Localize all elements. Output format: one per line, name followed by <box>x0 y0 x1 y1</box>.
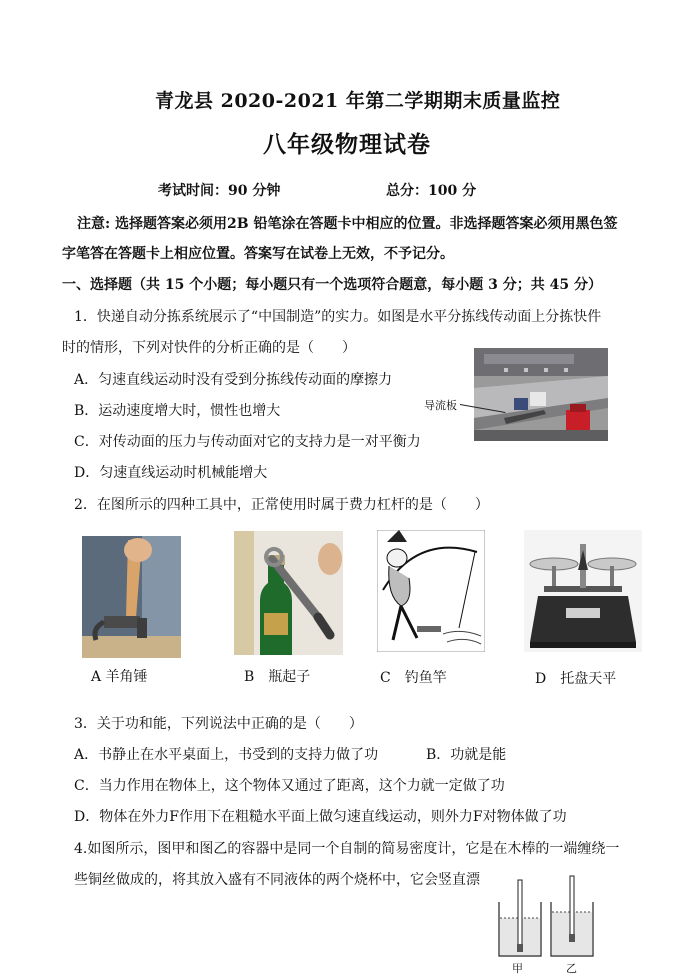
q3-option-d: D．物体在外力F作用下在粗糙水平面上做匀速直线运动，则外力F对物体做了功 <box>74 809 567 825</box>
q1-figure-label: 导流板 <box>424 399 457 412</box>
q4-stem-line-2: 些铜丝做成的，将其放入盛有不同液体的两个烧杯中，它会竖直漂 <box>74 872 480 888</box>
q4-stem-line-1: 4.如图所示，图甲和图乙的容器中是同一个自制的简易密度计，它是在木棒的一端缠绕一 <box>74 841 620 857</box>
caption-d: D 托盘天平 <box>535 671 617 687</box>
beaker-label-b: 乙 <box>566 962 577 975</box>
beaker-label-a: 甲 <box>512 962 523 975</box>
q3-stem: 3．关于功和能，下列说法中正确的是（ ） <box>74 716 363 732</box>
q3-option-c: C．当力作用在物体上，这个物体又通过了距离，这个力就一定做了功 <box>74 778 505 794</box>
q1-option-c: C．对传动面的压力与传动面对它的支持力是一对平衡力 <box>74 434 421 450</box>
caption-b: B 瓶起子 <box>244 669 311 685</box>
bottle-opener-figure <box>234 531 343 655</box>
q2-stem: 2．在图所示的四种工具中，正常使用时属于费力杠杆的是（ ） <box>74 497 489 513</box>
q1-conveyor-figure <box>474 348 608 441</box>
q1-option-b: B．运动速度增大时，惯性也增大 <box>74 403 281 419</box>
caption-c: C 钓鱼竿 <box>380 670 447 686</box>
exam-title: 青龙县 2020-2021 年第二学期期末质量监控 <box>155 90 561 112</box>
fishing-rod-figure <box>377 530 485 652</box>
hammer-figure <box>82 536 181 658</box>
q1-option-a: A．匀速直线运动时没有受到分拣线传动面的摩擦力 <box>74 372 393 388</box>
exam-time: 考试时间：90 分钟 <box>158 183 281 199</box>
densimeter-figure <box>495 872 605 962</box>
exam-subtitle: 八年级物理试卷 <box>263 131 431 158</box>
caption-a: A 羊角锤 <box>91 669 148 685</box>
q1-stem-line-1: 1．快递自动分拣系统展示了“中国制造”的实力。如图是水平分拣线传动面上分拣快件 <box>74 309 602 325</box>
section-heading: 一、选择题（共 15 个小题；每小题只有一个选项符合题意，每小题 3 分；共 45 分） <box>62 277 602 293</box>
q3-option-b: B．功就是能 <box>426 747 507 763</box>
q1-option-d: D．匀速直线运动时机械能增大 <box>74 465 268 481</box>
notice-line-1: 注意: 选择题答案必须用2B 铅笔涂在答题卡中相应的位置。非选择题答案必须用黑色签 <box>77 216 618 232</box>
q3-option-a: A．书静止在水平桌面上，书受到的支持力做了功 <box>74 747 379 763</box>
notice-line-2: 字笔答在答题卡上相应位置。答案写在试卷上无效，不予记分。 <box>62 246 454 262</box>
balance-scale-figure <box>524 530 642 652</box>
exam-total-score: 总分：100 分 <box>386 183 477 199</box>
q1-stem-line-2: 时的情形，下列对快件的分析正确的是（ ） <box>62 340 356 356</box>
